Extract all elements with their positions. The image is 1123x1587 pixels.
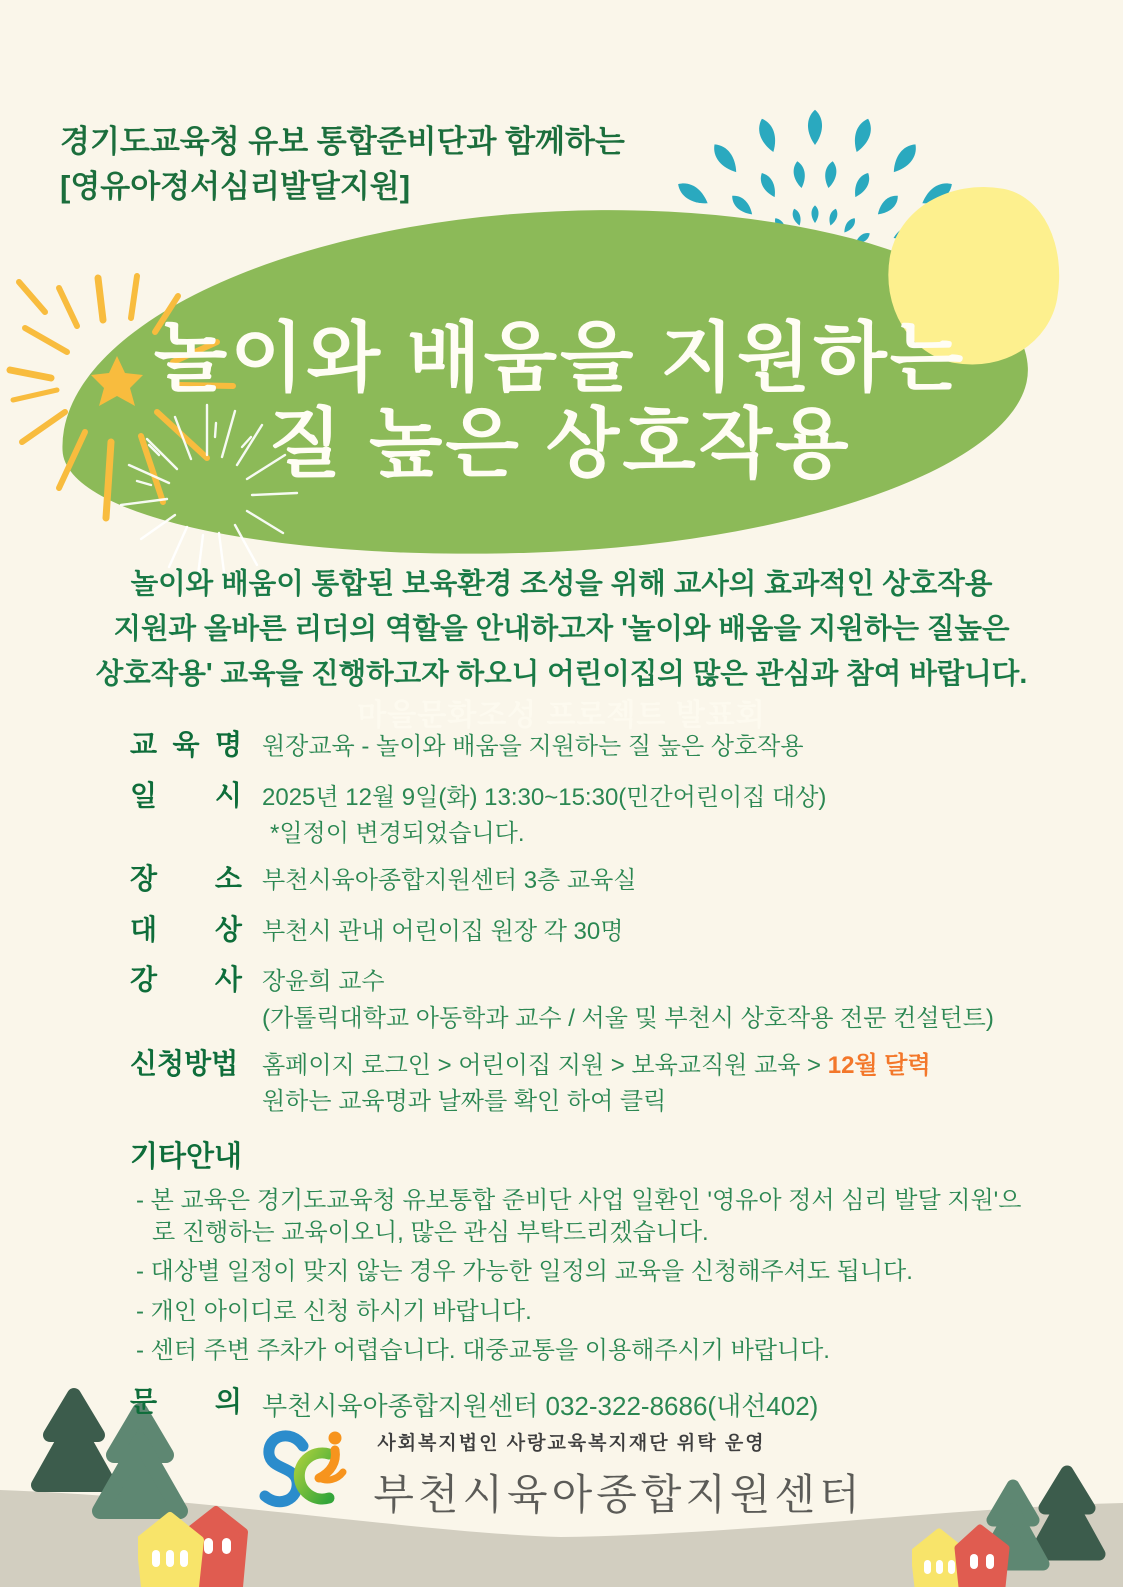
apply-path-prefix: 홈페이지 로그인 > 어린이집 지원 > 보육교직원 교육 > [262, 1051, 828, 1079]
notes-heading: 기타안내 [130, 1141, 243, 1174]
contact-value: 부천시육아종합지원센터 032-322-8686(내선402) [262, 1390, 819, 1421]
intro-line: 지원과 올바른 리더의 역할을 안내하고자 '놀이와 배움을 지원하는 질높은 [113, 613, 1010, 646]
page-title-line1: 놀이와 배움을 지원하는 [153, 316, 967, 401]
lecturer-name: 장윤희 교수 [262, 968, 385, 996]
org-title: 부천시육아종합지원센터 [373, 1470, 864, 1518]
ghost-text: 마을문화조성 프로젝트 발표회 [357, 699, 766, 732]
apply-value [262, 1047, 931, 1118]
row-lecturer [130, 963, 1035, 1034]
header-note-line1: 경기도교육청 유보 통합준비단과 함께하는 [60, 124, 625, 159]
target-label: 대 상 [130, 913, 242, 945]
contact-label: 문 의 [130, 1385, 242, 1417]
intro-line: 상호작용' 교육을 진행하고자 하오니 어린이집의 많은 관심과 참여 바랍니다. [95, 658, 1028, 691]
datetime-note: *일정이 변경되었습니다. [270, 820, 525, 848]
row-place [130, 862, 1035, 897]
notes-item: - 본 교육은 경기도교육청 유보통합 준비단 사업 일환인 '영유아 정서 심리 발달 지원'으로 진행하는 교육이오니, 많은 관심 부탁드리겠습니다. [136, 1187, 1022, 1247]
row-edu-name [130, 728, 1035, 763]
place-value: 부천시육아종합지원센터 3층 교육실 [262, 867, 637, 895]
edu-name-value: 원장교육 - 놀이와 배움을 지원하는 질 높은 상호작용 [262, 733, 804, 760]
row-contact [130, 1385, 1035, 1423]
page-title-line2: 질 높은 상호작용 [268, 401, 852, 487]
apply-line2: 원하는 교육명과 날짜를 확인 하여 클릭 [262, 1088, 667, 1116]
details-section [130, 728, 1035, 1423]
datetime-label: 일 시 [130, 779, 242, 811]
notes-item: - 개인 아이디로 신청 하시기 바랍니다. [136, 1297, 532, 1325]
datetime-value [262, 779, 826, 850]
header-note-line2: [영유아정서심리발달지원] [60, 168, 411, 204]
center-logo-icon [259, 1422, 359, 1527]
houses-right-icon [912, 1524, 1012, 1587]
lecturer-value [262, 963, 994, 1034]
row-datetime [130, 779, 1035, 850]
lecturer-sub: (가톨릭대학교 아동학과 교수 / 서울 및 부천시 상호작용 전문 컨설턴트) [262, 1005, 994, 1033]
target-value: 부천시 관내 어린이집 원장 각 30명 [262, 917, 624, 945]
org-subtitle: 사회복지법인 사랑교육복지재단 위탁 운영 [377, 1432, 766, 1454]
footer-logo [0, 1422, 1123, 1527]
edu-name-label: 교 육 명 [130, 729, 242, 760]
place-label: 장 소 [130, 863, 242, 895]
notes-list [130, 1185, 1035, 1367]
intro-paragraph [40, 562, 1083, 697]
page-title [85, 316, 1035, 488]
header-note [60, 120, 625, 210]
apply-path [262, 1050, 931, 1082]
notes-item: - 센터 주변 주차가 어렵습니다. 대중교통을 이용해주시기 바랍니다. [136, 1336, 830, 1364]
footer-logo-text [373, 1428, 863, 1522]
datetime-main: 2025년 12월 9일(화) 13:30~15:30(민간어린이집 대상) [262, 783, 827, 811]
lecturer-label: 강 사 [130, 964, 242, 996]
apply-label: 신청방법 [130, 1047, 239, 1079]
apply-path-highlight: 12월 달력 [827, 1051, 931, 1079]
notes-item: - 대상별 일정이 맞지 않는 경우 가능한 일정의 교육을 신청해주셔도 됩니다. [136, 1258, 913, 1286]
intro-line: 놀이와 배움이 통합된 보육환경 조성을 위해 교사의 효과적인 상호작용 [130, 568, 993, 600]
row-target [130, 913, 1035, 948]
row-apply [130, 1047, 1035, 1118]
